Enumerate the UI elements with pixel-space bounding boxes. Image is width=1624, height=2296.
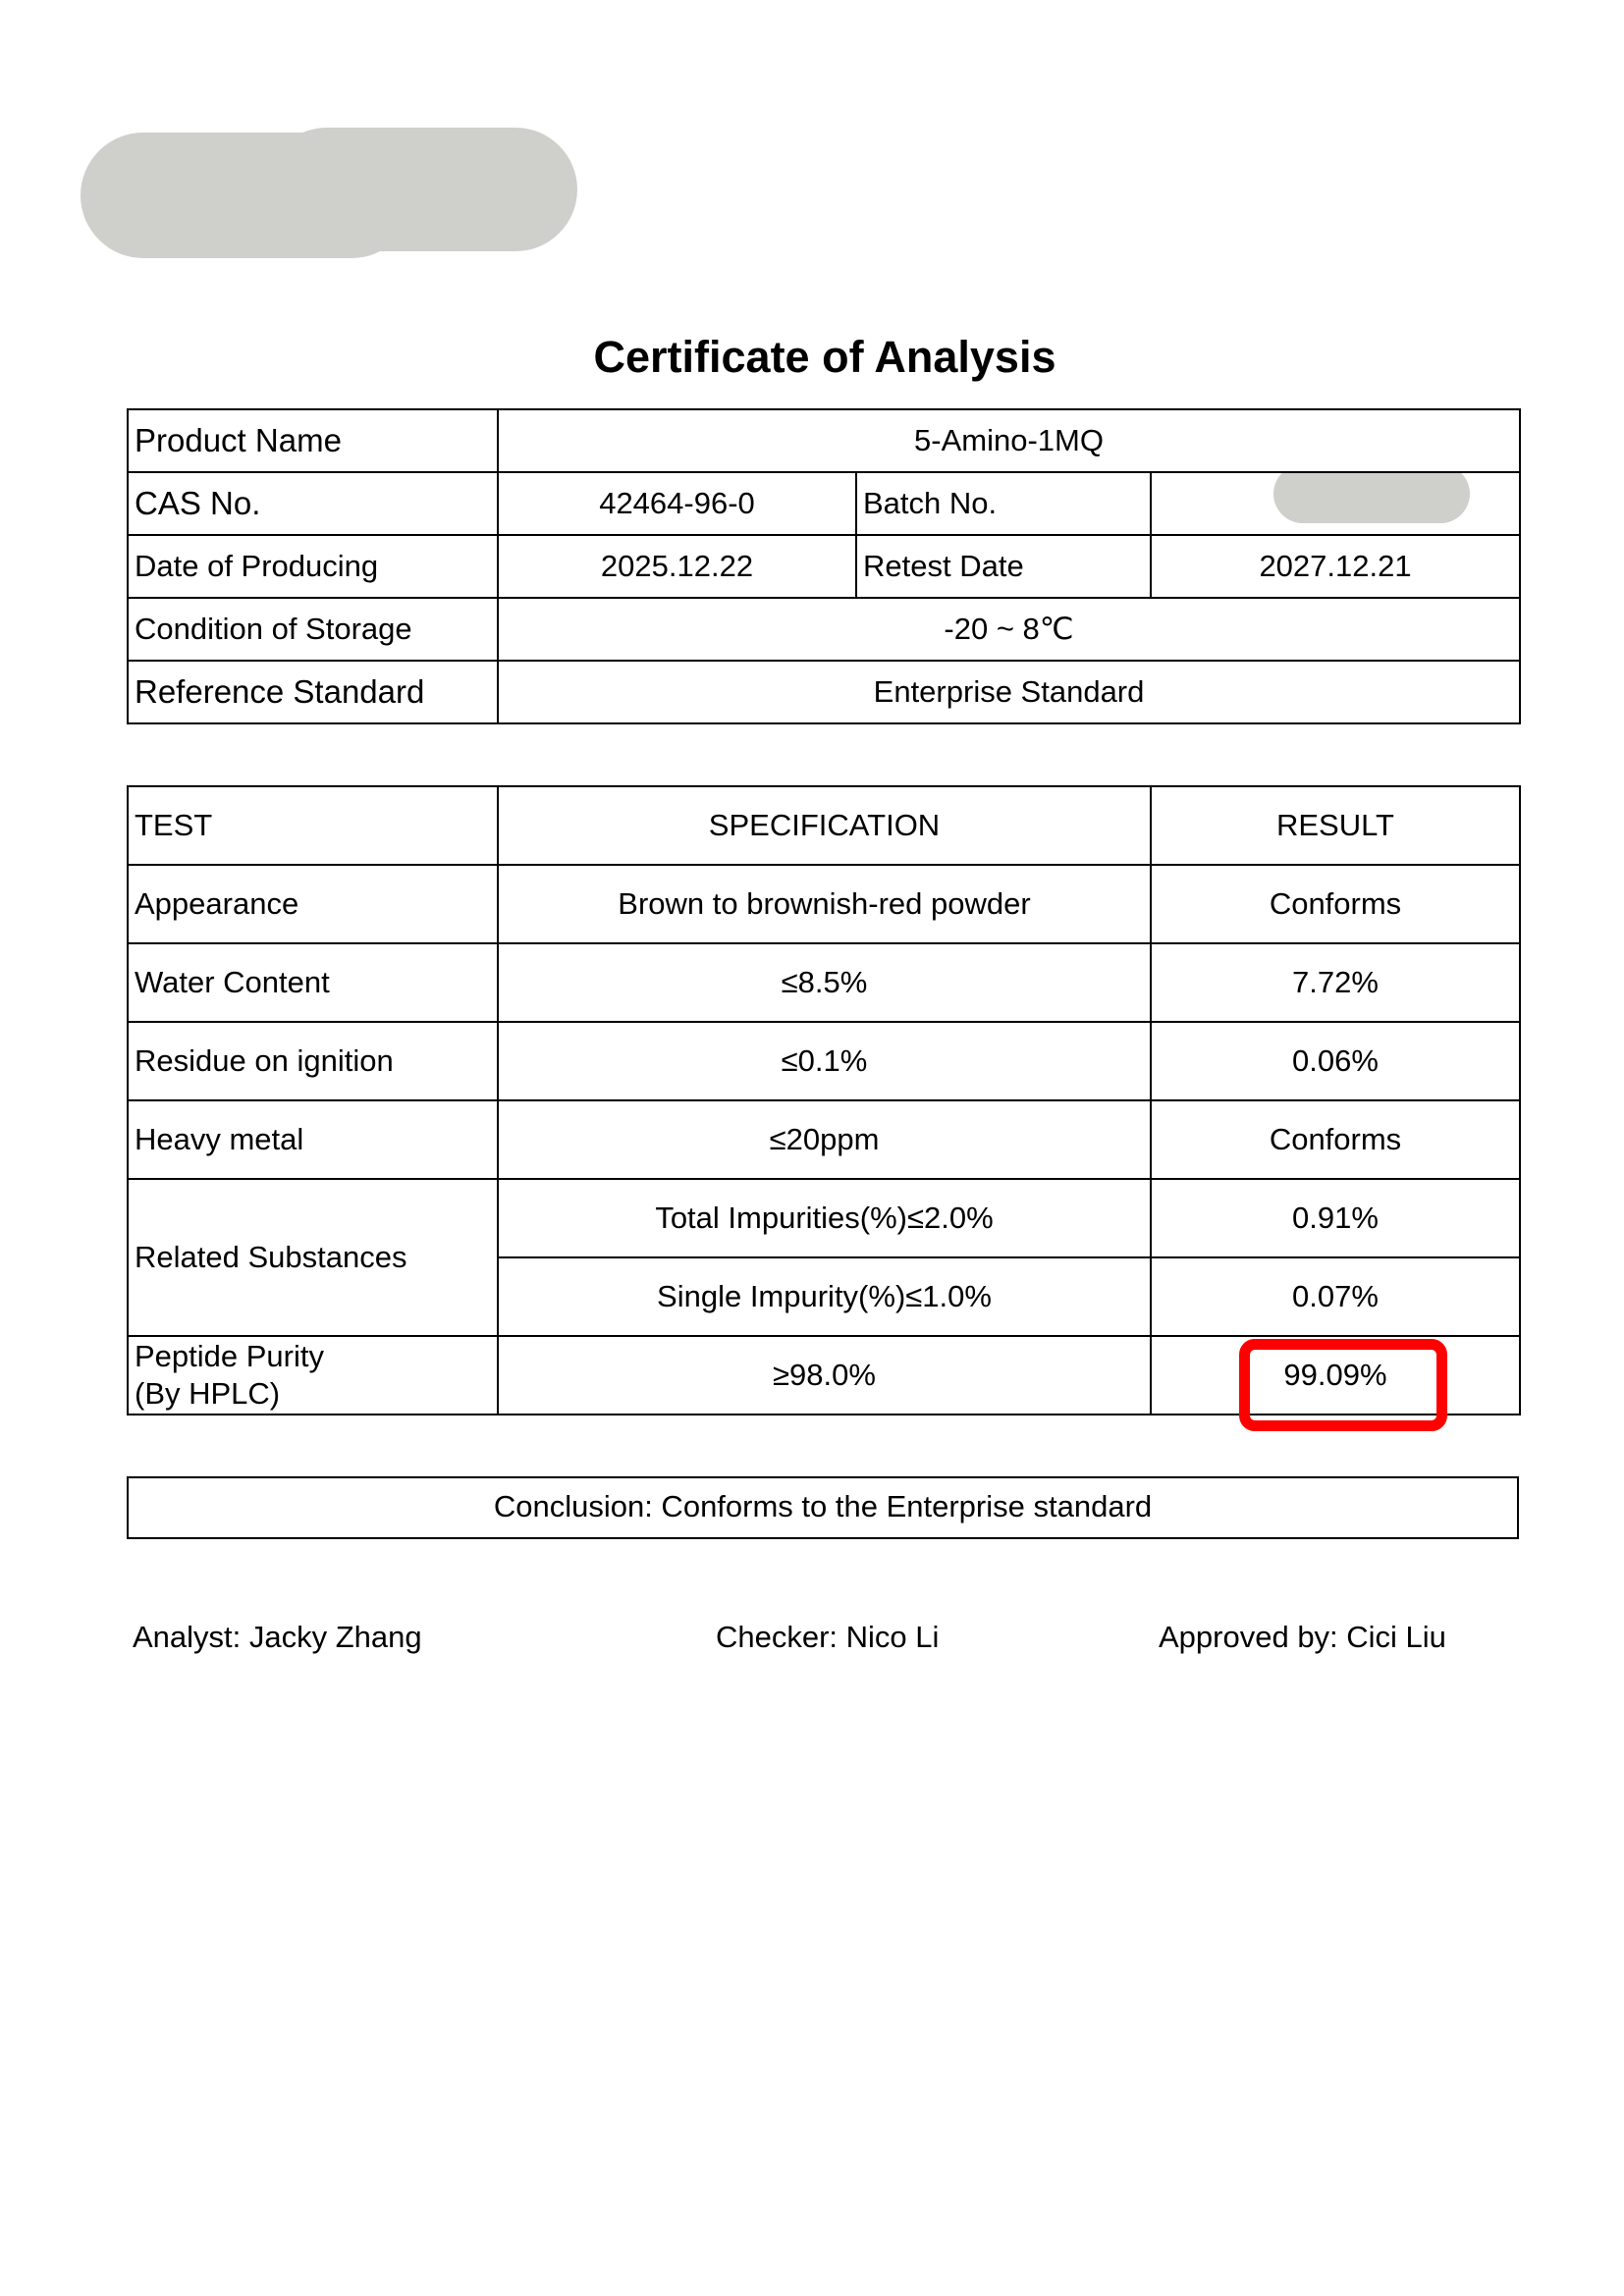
test-name: Heavy metal [128,1100,498,1179]
page-title: Certificate of Analysis [593,332,1056,382]
table-row [128,943,1520,1022]
test-spec: ≤8.5% [498,943,1151,1022]
test-result: 0.06% [1151,1022,1520,1100]
test-name-line2: (By HPLC) [135,1376,281,1411]
info-row-product [128,409,1520,472]
reference-value: Enterprise Standard [498,661,1520,723]
product-name-label: Product Name [128,409,498,472]
producing-value: 2025.12.22 [498,535,856,598]
test-name: Water Content [128,943,498,1022]
test-spec: Brown to brownish-red powder [498,865,1151,943]
cas-label: CAS No. [128,472,498,535]
test-spec: ≥98.0% [498,1336,1151,1415]
table-row [128,1179,1520,1257]
purity-highlight-mark [1239,1339,1447,1431]
info-row-cas [128,472,1520,535]
table-row [128,1100,1520,1179]
test-name: Related Substances [128,1179,498,1336]
test-results-table [127,785,1521,1415]
test-name: Appearance [128,865,498,943]
product-name-value: 5-Amino-1MQ [498,409,1520,472]
batch-value-cell [1151,472,1520,535]
retest-label: Retest Date [856,535,1151,598]
reference-label: Reference Standard [128,661,498,723]
test-result: Conforms [1151,865,1520,943]
info-row-reference [128,661,1520,723]
test-result: 99.09% [1151,1336,1520,1415]
info-row-dates [128,535,1520,598]
storage-label: Condition of Storage [128,598,498,661]
test-result: 0.91% [1151,1179,1520,1257]
table-row [128,865,1520,943]
test-result: 7.72% [1151,943,1520,1022]
test-spec: ≤0.1% [498,1022,1151,1100]
header-result: RESULT [1151,786,1520,865]
conclusion-box: Conclusion: Conforms to the Enterprise standard [127,1476,1519,1539]
info-row-storage [128,598,1520,661]
test-name [128,1336,498,1415]
test-name: Residue on ignition [128,1022,498,1100]
cas-value: 42464-96-0 [498,472,856,535]
test-header-row [128,786,1520,865]
test-name-line1: Peptide Purity [135,1339,324,1373]
analyst-signature: Analyst: Jacky Zhang [133,1620,422,1654]
batch-label: Batch No. [856,472,1151,535]
test-result: Conforms [1151,1100,1520,1179]
retest-value: 2027.12.21 [1151,535,1520,598]
test-spec: ≤20ppm [498,1100,1151,1179]
approved-signature: Approved by: Cici Liu [1159,1620,1446,1654]
test-result: 0.07% [1151,1257,1520,1336]
redacted-batch-number [1273,472,1470,523]
table-row [128,1022,1520,1100]
checker-signature: Checker: Nico Li [716,1620,940,1654]
test-spec: Total Impurities(%)≤2.0% [498,1179,1151,1257]
producing-label: Date of Producing [128,535,498,598]
storage-value: -20 ~ 8℃ [498,598,1520,661]
header-test: TEST [128,786,498,865]
test-spec: Single Impurity(%)≤1.0% [498,1257,1151,1336]
redacted-logo-extension [265,128,577,251]
product-info-table [127,408,1521,724]
header-specification: SPECIFICATION [498,786,1151,865]
